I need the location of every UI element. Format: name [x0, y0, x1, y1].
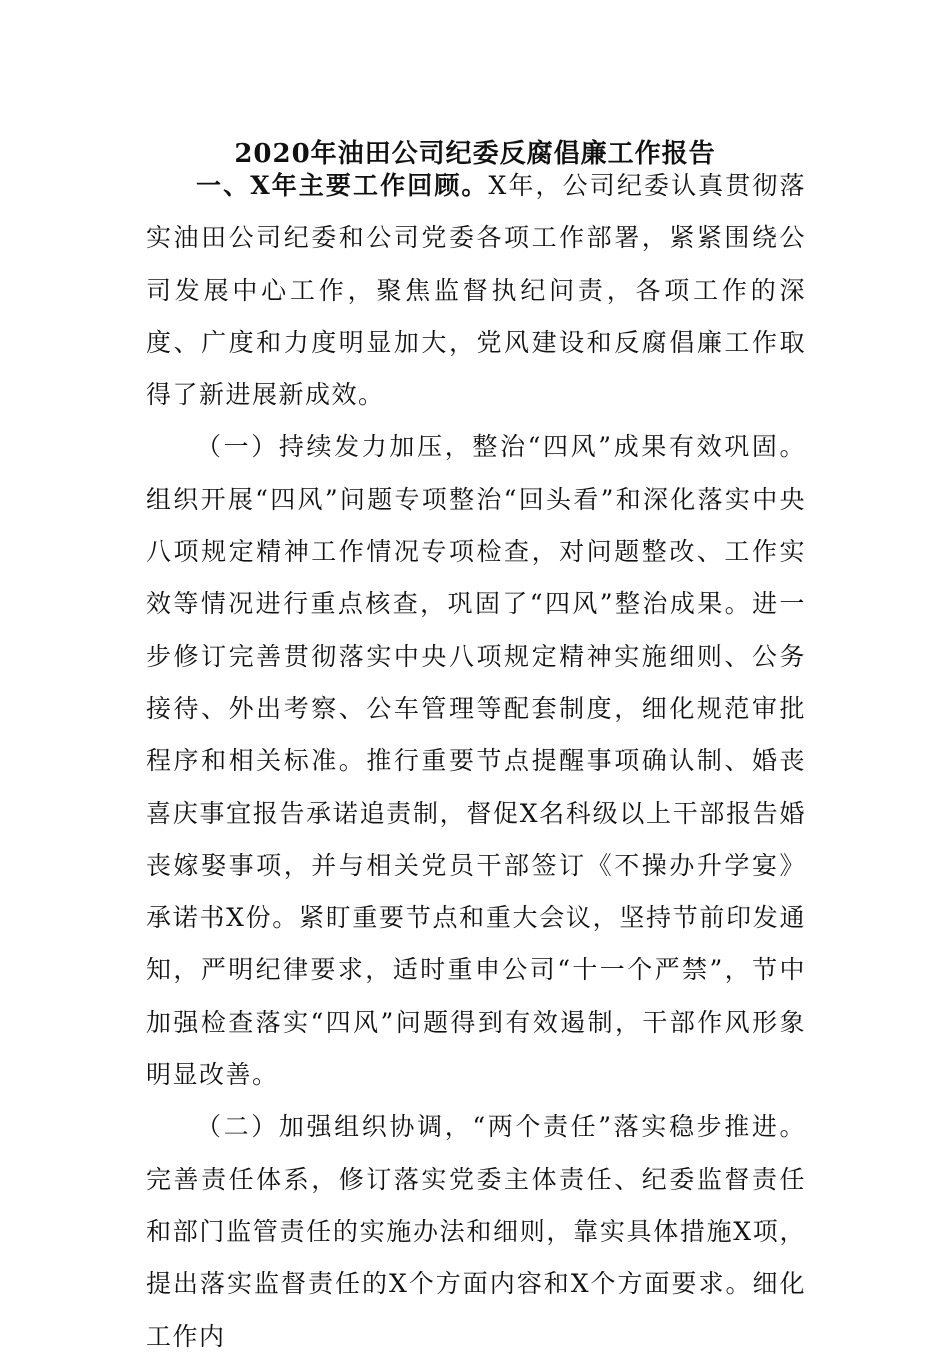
- paragraph-four-winds: （一）持续发力加压，整治“四风”成果有效巩固。组织开展“四风”问题专项整治“回头看”和深化落实中央八项规定精神工作情况专项检查，对问题整改、工作实效等情况进行重点核查，巩固了“四风”整治成果。进一步修订完善贯彻落实中央八项规定精神实施细则、公务接待、外出考察、公车管理等配套制度，细化规范审批程序和相关标准。推行重要节点提醒事项确认制、婚丧喜庆事宜报告承诺追责制，督促X名科级以上干部报告婚丧嫁娶事项，并与相关党员干部签订《不操办升学宴》承诺书X份。紧盯重要节点和重大会议，坚持节前印发通知，严明纪律要求，适时重申公司“十一个严禁”，节中加强检查落实“四风”问题得到有效遏制，干部作风形象明显改善。: [146, 432, 806, 1090]
- paragraph-section1: [146, 160, 806, 421]
- document-title: 2020年油田公司纪委反腐倡廉工作报告: [234, 139, 716, 169]
- section1-text: X年，公司纪委认真贯彻落实油田公司纪委和公司党委各项工作部署，紧紧围绕公司发展中心工作，聚焦监督执纪问责，各项工作的深度、广度和力度明显加大，党风建设和反腐倡廉工作取得了新进展新成效。: [146, 171, 806, 410]
- section1-heading: 一、X年主要工作回顾。: [196, 171, 489, 200]
- document-body: [146, 160, 806, 1363]
- paragraph-two-responsibilities: （二）加强组织协调，“两个责任”落实稳步推进。完善责任体系，修订落实党委主体责任、纪委监督责任和部门监管责任的实施办法和细则，靠实具体措施X项，提出落实监督责任的X个方面内容和X个方面要求。细化工作内: [146, 1112, 806, 1351]
